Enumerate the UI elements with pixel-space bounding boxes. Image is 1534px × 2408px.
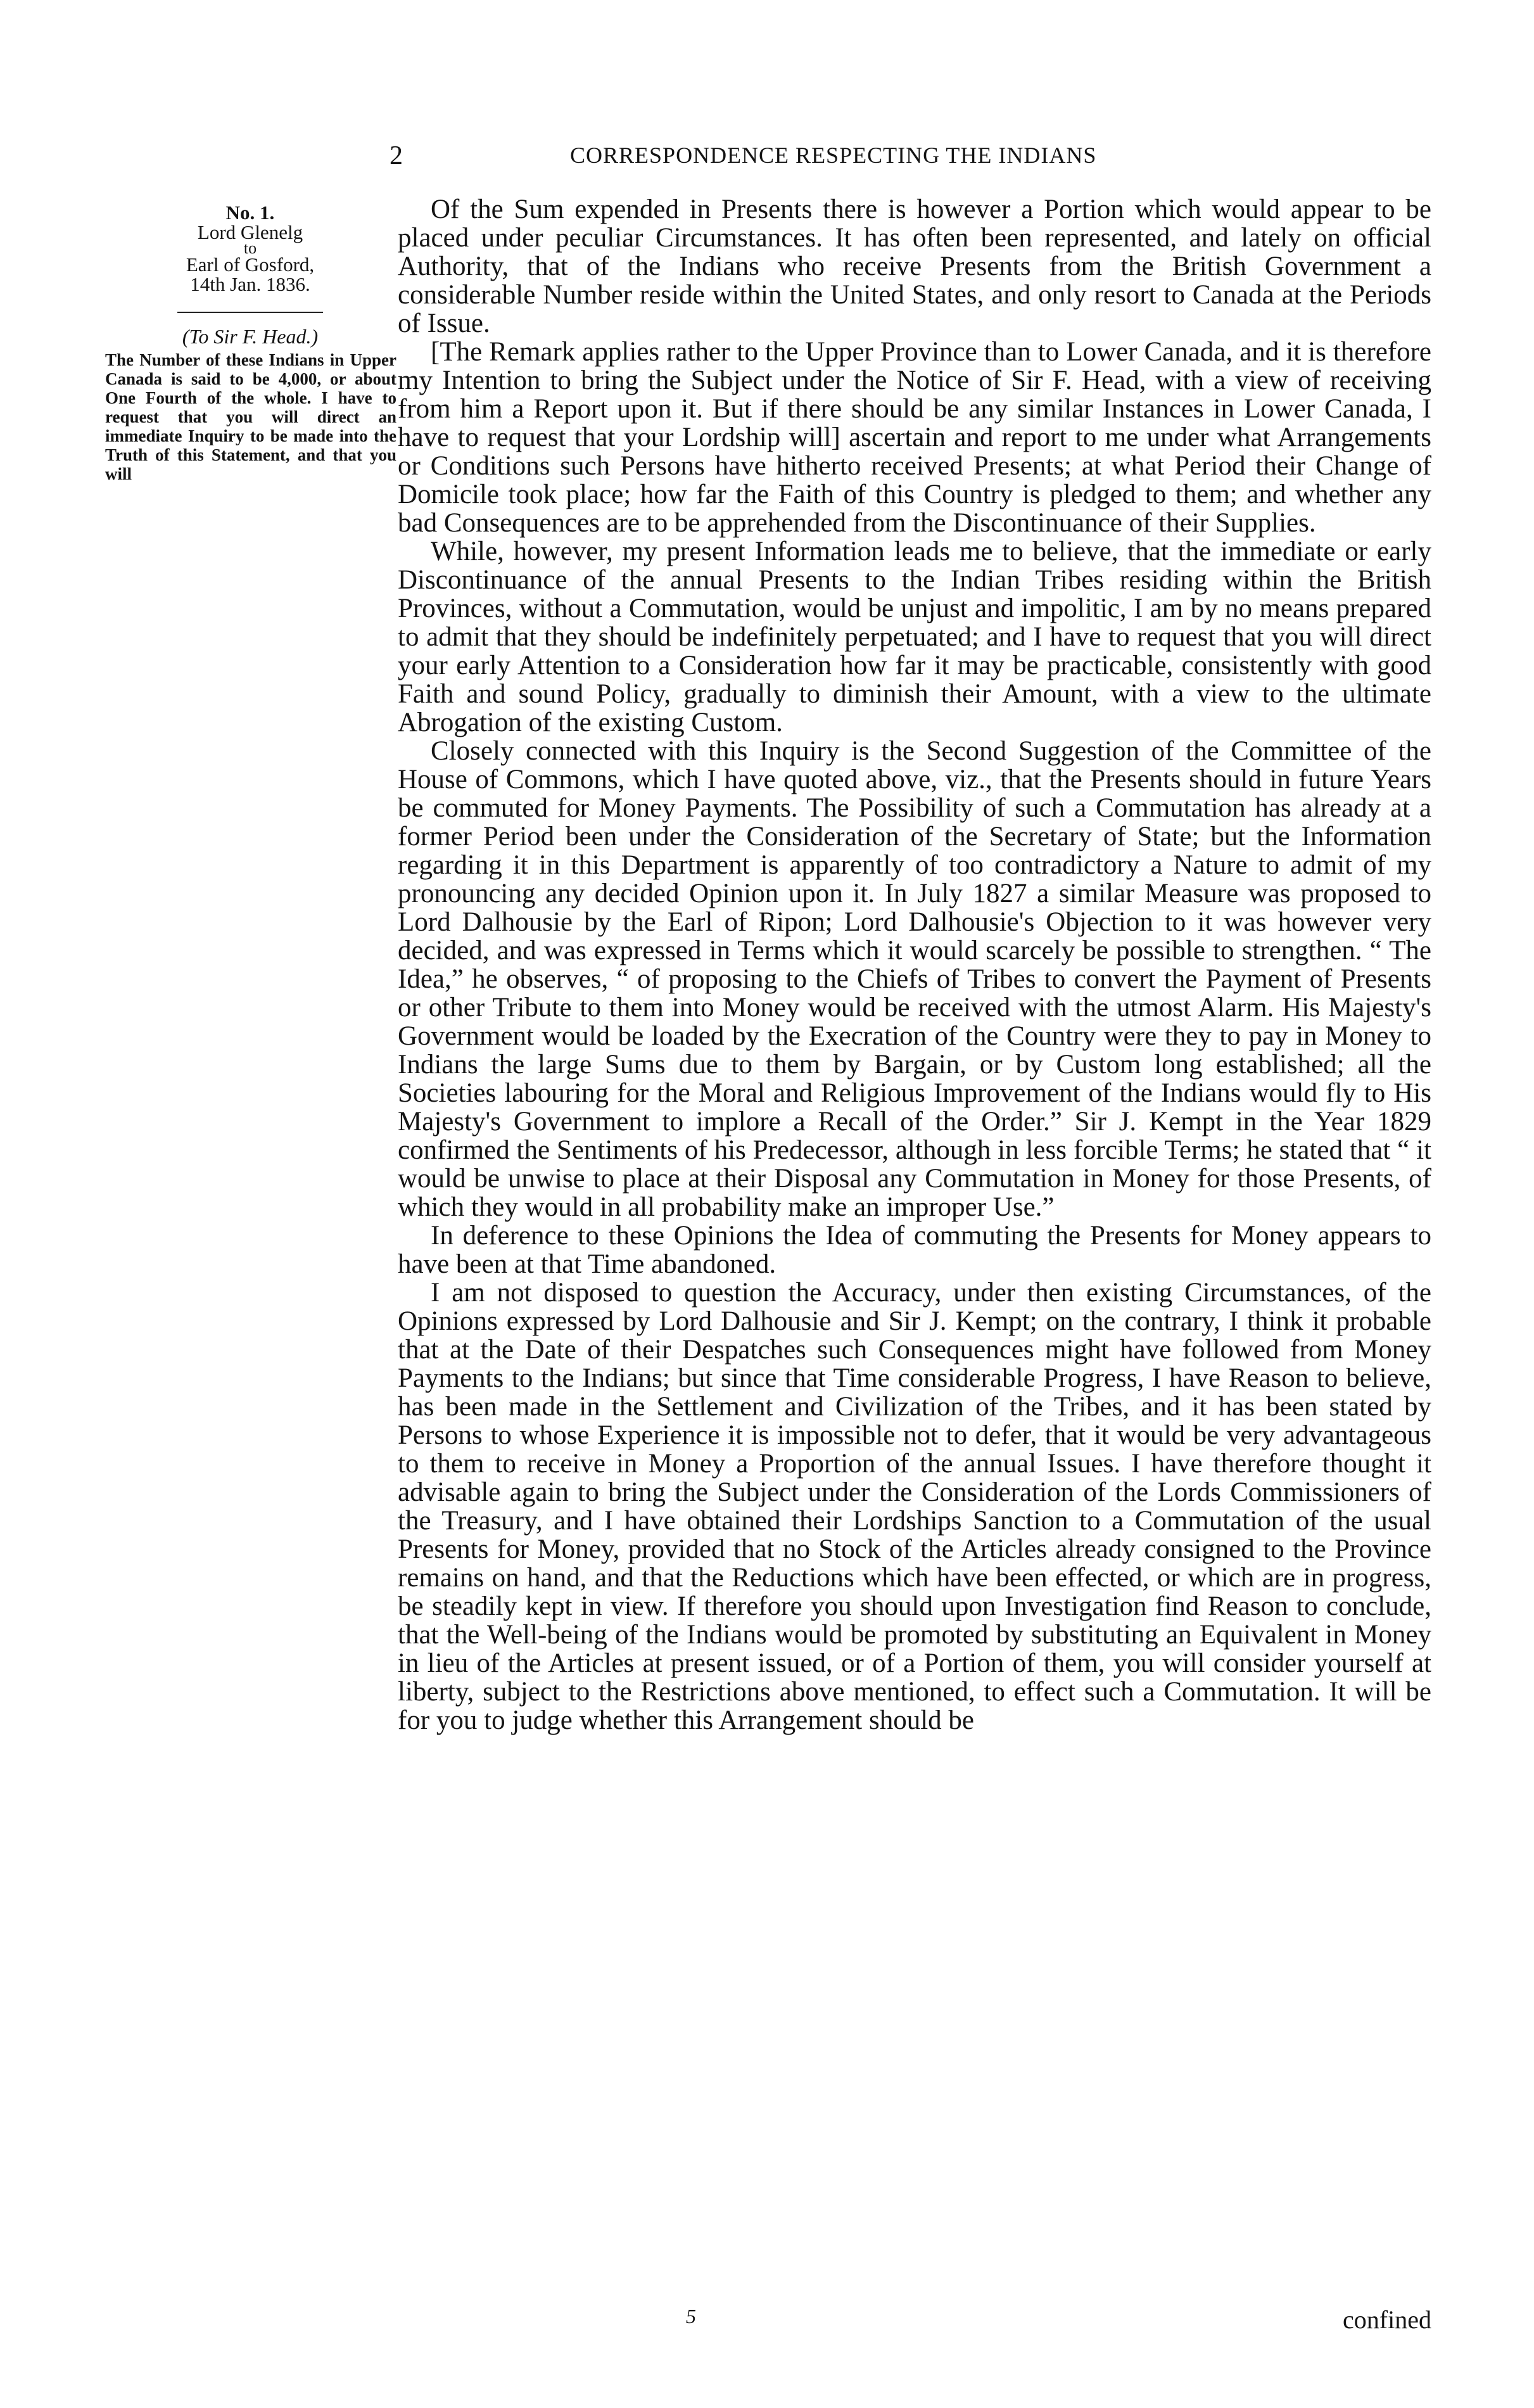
signature-mark: 5	[686, 2305, 696, 2328]
margin-doc-number: No. 1.	[225, 201, 275, 224]
page-header	[390, 141, 1435, 172]
margin-recipient: Earl of Gosford,	[186, 253, 315, 276]
paragraph-3: While, however, my present Information leads me to believe, that the immediate or early Discontinuance of the annual Presents to the Indian Tribes residing within the British Provinces, without a Commutation, would be unjust and impolitic, I am by no means prepared to admit that they should be indefinitely perpetuated; and I have to request that you will direct your early Attention to a Consideration how far it may be practicable, consistently with good Faith and sound Policy, gradually to diminish their Amount, with a view to the ultimate Abrogation of the existing Custom.	[398, 537, 1431, 737]
margin-to-word: to	[243, 239, 257, 257]
margin-date: 14th Jan. 1836.	[190, 273, 310, 295]
paragraph-2: [The Remark applies rather to the Upper Province than to Lower Canada, and it is therefore my Intention to bring the Subject under the Notice of Sir F. Head, with a view of receiving from him a Report upon it. But if there should be any similar Instances in Lower Canada, I have to request that your Lordship will] ascertain and report to me under what Arrangements or Conditions such Persons have hitherto received Presents; at what Period their Change of Domicile took place; how far the Faith of this Country is pledged to them; and whether any bad Consequences are to be apprehended from the Discontinuance of their Supplies.	[398, 337, 1431, 538]
running-title: CORRESPONDENCE RESPECTING THE INDIANS	[570, 143, 1097, 168]
margin-forward-to: (To Sir F. Head.)	[182, 325, 319, 348]
paragraph-6: I am not disposed to question the Accuracy, under then existing Circumstances, of the Opinions expressed by Lord Dalhousie and Sir J. Kempt; on the contrary, I think it probable that at the Date of their Despatches such Consequences might have followed from Money Payments to the Indians; but since that Time considerable Progress, I have Reason to believe, has been made in the Settlement and Civilization of the Tribes, and it has been stated by Persons to whose Experience it is impossible not to defer, that it would be very advantageous to them to receive in Money a Proportion of the annual Issues. I have therefore thought it advisable again to bring the Subject under the Consideration of the Lords Commissioners of the Treasury, and I have obtained their Lordships Sanction to a Commutation of the usual Presents for Money, provided that no Stock of the Articles already consigned to the Province remains on hand, and that the Reductions which have been effected, or which are in progress, be steadily kept in view. If therefore you should upon Investigation find Reason to conclude, that the Well-being of the Indians would be promoted by substituting an Equivalent in Money in lieu of the Articles at present issued, or of a Portion of them, you will consider yourself at liberty, subject to the Restrictions above mentioned, to effect such a Commutation. It will be for you to judge whether this Arrangement should be	[398, 1278, 1431, 1735]
paragraph-4: Closely connected with this Inquiry is the Second Suggestion of the Committee of the House of Commons, which I have quoted above, viz., that the Presents should in future Years be commuted for Money Payments. The Possibility of such a Commutation has already at a former Period been under the Consideration of the Secretary of State; but the Information regarding it in this Department is apparently of too contradictory a Nature to admit of my pronouncing any decided Opinion upon it. In July 1827 a similar Measure was proposed to Lord Dalhousie by the Earl of Ripon; Lord Dalhousie's Objection to it was however very decided, and was expressed in Terms which it would scarcely be possible to strengthen. “ The Idea,” he observes, “ of proposing to the Chiefs of Tribes to convert the Payment of Presents or other Tribute to them into Money would be received with the utmost Alarm. His Majesty's Government would be loaded by the Execration of the Country were they to pay in Money to Indians the large Sums due to them by Bargain, or by Custom long established; all the Societies labouring for the Moral and Religious Improvement of the Indians would fly to His Majesty's Government to implore a Recall of the Order.” Sir J. Kempt in the Year 1829 confirmed the Sentiments of his Predecessor, although in less forcible Terms; he stated that “ it would be unwise to place at their Disposal any Commutation in Money for those Presents, of which they would in all probability make an improper Use.”	[398, 736, 1431, 1222]
margin-notes	[101, 203, 399, 483]
margin-from: Lord Glenelg	[197, 221, 303, 243]
margin-sidenote: The Number of these Indians in Upper Canada is said to be 4,000, or about One Fourth of the whole. I have to request that you will direct an immediate Inquiry to be made into the Truth of this Statement, and that you will	[105, 350, 396, 483]
catchword: confined	[1343, 2305, 1431, 2334]
letter-body	[398, 195, 1431, 1735]
page-number: 2	[390, 141, 403, 170]
paragraph-1: Of the Sum expended in Presents there is however a Portion which would appear to be placed under peculiar Circumstances. It has often been represented, and lately on official Authority, that of the Indians who receive Presents from the British Government a considerable Number reside within the United States, and only resort to Canada at the Periods of Issue.	[398, 194, 1431, 338]
margin-rule	[177, 312, 323, 313]
paragraph-5: In deference to these Opinions the Idea of commuting the Presents for Money appears to have been at that Time abandoned.	[398, 1221, 1431, 1279]
page-footer	[398, 2305, 1431, 2338]
